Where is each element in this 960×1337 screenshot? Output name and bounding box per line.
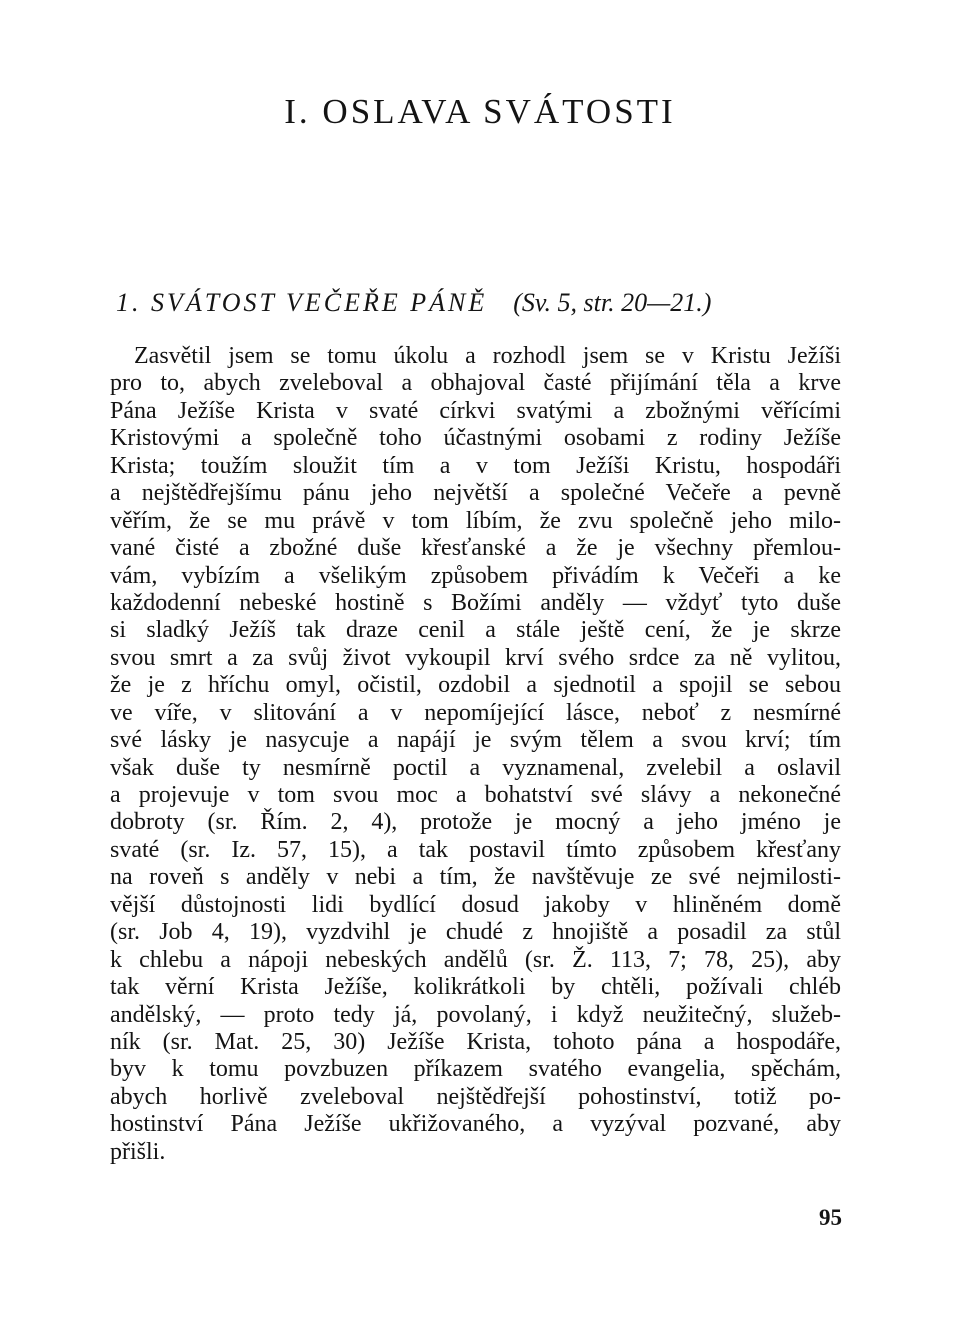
text-line: svou smrt a za svůj život vykoupil krví svého srdce za ně vylitou, bbox=[110, 644, 841, 671]
text-line: své lásky je nasycuje a napájí je svým tělem a svou krví; tím bbox=[110, 727, 841, 754]
text-line: vám, vybízím a všelikým způsobem přivádím k Večeři a ke bbox=[110, 562, 841, 589]
chapter-title: I. OSLAVA SVÁTOSTI bbox=[284, 92, 676, 131]
text-line: pro to, abych zveleboval a obhajoval časté přijímání těla a krve bbox=[110, 370, 841, 397]
text-line: si sladký Ježíš tak draze cenil a stále ještě cení, že je skrze bbox=[110, 617, 841, 644]
body-paragraph bbox=[110, 343, 841, 1166]
text-line: věřím, že se mu právě v tom líbím, že zvu společně jeho milo- bbox=[110, 507, 841, 534]
text-line: andělský, — proto tedy já, povolaný, i když neužitečný, služeb- bbox=[110, 1001, 841, 1028]
text-line: hostinství Pána Ježíše ukřižovaného, a vyzýval pozvané, aby bbox=[110, 1111, 841, 1138]
text-line: Pána Ježíše Krista v svaté církvi svatými a zbožnými věřícími bbox=[110, 397, 841, 424]
text-line: Krista; toužím sloužit tím a v tom Ježíši Kristu, hospodáři bbox=[110, 452, 841, 479]
text-line: vané čisté a zbožné duše křesťanské a že je všechny přemlou- bbox=[110, 535, 841, 562]
text-line: přišli. bbox=[110, 1138, 166, 1165]
text-line: k chlebu a nápoji nebeských andělů (sr. Ž. 113, 7; 78, 25), aby bbox=[110, 946, 841, 973]
section-title: 1. SVÁTOST VEČEŘE PÁNĚ bbox=[116, 288, 488, 317]
text-line: ve víře, v slitování a v nepomíjející lásce, neboť z nesmírné bbox=[110, 699, 841, 726]
section-reference: (Sv. 5, str. 20—21.) bbox=[513, 288, 712, 317]
text-line: a nejštědřejšímu pánu jeho největší a společné Večeře a pevně bbox=[110, 480, 841, 507]
text-line: a projevuje v tom svou moc a bohatství své slávy a nekonečné bbox=[110, 782, 841, 808]
text-line: každodenní nebeské hostině s Božími anděly — vždyť tyto duše bbox=[110, 589, 841, 616]
text-line: (sr. Job 4, 19), vyzdvihl je chudé z hnojiště a posadil za stůl bbox=[110, 919, 841, 946]
text-line: vější důstojnosti lidi bydlící dosud jakoby v hliněném domě bbox=[110, 891, 841, 918]
text-line: Zasvětil jsem se tomu úkolu a rozhodl jsem se v Kristu Ježíši bbox=[134, 343, 841, 369]
text-line: abych horlivě zveleboval nejštědřejší pohostinství, totiž po- bbox=[110, 1083, 841, 1110]
section-heading bbox=[116, 288, 711, 318]
text-line: ník (sr. Mat. 25, 30) Ježíše Krista, tohoto pána a hospodáře, bbox=[110, 1028, 841, 1055]
page-number: 95 bbox=[819, 1205, 842, 1230]
text-line: Kristovými a společně toho účastnými osobami z rodiny Ježíše bbox=[110, 425, 841, 452]
text-line: dobroty (sr. Řím. 2, 4), protože je mocný a jeho jméno je bbox=[110, 809, 841, 836]
text-line: na roveň s anděly v nebi a tím, že navštěvuje ze své nejmilosti- bbox=[110, 864, 841, 891]
text-line: že je z hříchu omyl, očistil, ozdobil a sjednotil a spojil se sebou bbox=[110, 672, 841, 699]
text-line: byv k tomu povzbuzen příkazem svatého evangelia, spěchám, bbox=[110, 1056, 841, 1083]
text-line: však duše ty nesmírně poctil a vyznamenal, zvelebil a oslavil bbox=[110, 754, 841, 781]
text-line: tak věrní Krista Ježíše, kolikrátkoli by chtěli, požívali chléb bbox=[110, 974, 841, 1001]
text-line: svaté (sr. Iz. 57, 15), a tak postavil tímto způsobem křesťany bbox=[110, 836, 841, 863]
